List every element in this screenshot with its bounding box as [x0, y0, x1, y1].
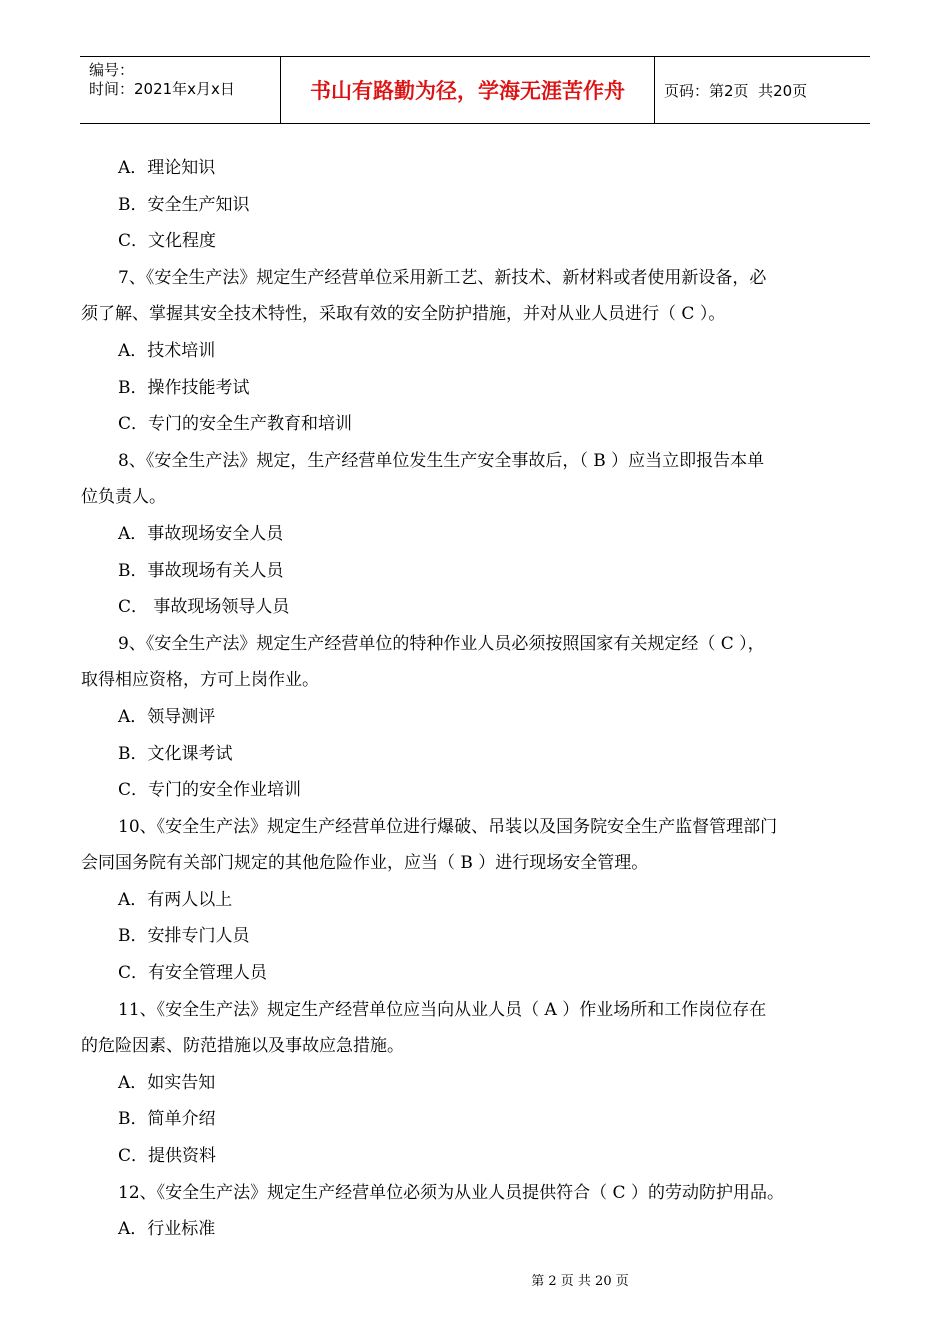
answer-option: A．理论知识: [118, 158, 216, 178]
answer-option: B．操作技能考试: [118, 377, 250, 398]
page-header: [80, 56, 870, 124]
answer-option: A．如实告知: [118, 1072, 216, 1093]
answer-option: C．专门的安全生产教育和培训: [118, 414, 353, 435]
question-text-line: 7、《安全生产法》规定生产经营单位采用新工艺、新技术、新材料或者使用新设备，必: [118, 267, 767, 288]
document-number-label: 编号：: [89, 61, 135, 79]
answer-option: B．事故现场有关人员: [118, 560, 284, 581]
question-text-line: 会同国务院有关部门规定的其他危险作业，应当（ B ）进行现场安全管理。: [81, 853, 649, 874]
answer-option: B．简单介绍: [118, 1109, 216, 1130]
answer-option: C．文化程度: [118, 231, 217, 252]
document-body: [81, 150, 870, 1248]
answer-option: A．有两人以上: [118, 889, 233, 910]
question-text-line: 12、《安全生产法》规定生产经营单位必须为从业人员提供符合（ C ）的劳动防护用品。: [118, 1182, 784, 1203]
header-meta: [80, 57, 281, 123]
question-text-line: 取得相应资格，方可上岗作业。: [81, 670, 319, 691]
question-text-line: 9、《安全生产法》规定生产经营单位的特种作业人员必须按照国家有关规定经（ C ），: [118, 633, 765, 654]
header-page-info: [655, 57, 870, 123]
answer-option: C．提供资料: [118, 1146, 217, 1167]
question-text-line: 须了解、掌握其安全技术特性，采取有效的安全防护措施，并对从业人员进行（ C ）。: [81, 304, 726, 325]
question-text-line: 8、《安全生产法》规定，生产经营单位发生生产安全事故后，（ B ）应当立即报告本单: [118, 450, 765, 471]
page-footer: 第 2 页 共 20 页: [531, 1274, 629, 1289]
question-text-line: 位负责人。: [81, 487, 166, 508]
answer-option: A．领导测评: [118, 706, 216, 727]
question-text-line: 10、《安全生产法》规定生产经营单位进行爆破、吊装以及国务院安全生产监督管理部门: [118, 816, 778, 837]
answer-option: B．安排专门人员: [118, 926, 250, 947]
answer-option: A．事故现场安全人员: [118, 523, 284, 544]
answer-option: C．有安全管理人员: [118, 963, 268, 984]
answer-option: B．安全生产知识: [118, 194, 250, 215]
answer-option: C． 事故现场领导人员: [118, 597, 290, 618]
document-time: 时间：2021年x月x日: [89, 80, 235, 98]
answer-option: B．文化课考试: [118, 743, 233, 764]
question-text-line: 的危险因素、防范措施以及事故应急措施。: [81, 1036, 404, 1057]
answer-option: C．专门的安全作业培训: [118, 780, 302, 801]
answer-option: A．技术培训: [118, 340, 216, 361]
page-info-text: 页码：第2页 共20页: [664, 81, 808, 100]
header-motto: 书山有路勤为径，学海无涯苦作舟: [281, 57, 655, 123]
answer-option: A．行业标准: [118, 1219, 216, 1240]
question-text-line: 11、《安全生产法》规定生产经营单位应当向从业人员（ A ）作业场所和工作岗位存在: [118, 999, 767, 1020]
